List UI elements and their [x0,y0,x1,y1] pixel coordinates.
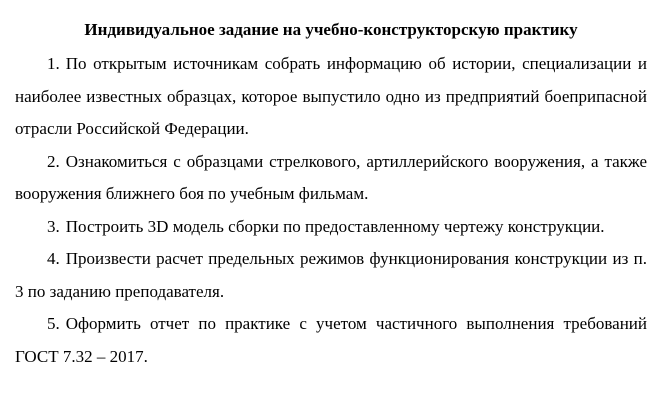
task-item [15,146,647,211]
task-item [15,243,647,308]
task-text: По открытым источникам собрать информацию об истории, специализации и наиболее известных образцах, которое выпустило одно из предприятий боеприпасной отрасли Российской Федерации. [15,54,647,138]
task-text: Построить 3D модель сборки по предоставленному чертежу конструкции. [65,216,605,236]
document-title: Индивидуальное задание на учебно-конструкторскую практику [84,20,578,39]
task-item [15,48,647,146]
task-number: 4. [47,249,60,268]
task-text: Ознакомиться с образцами стрелкового, артиллерийского вооружения, а также вооружения ближнего боя по учебным фильмам. [15,151,647,203]
task-list [15,48,647,373]
task-number: 1. [47,54,60,73]
document-page [15,18,647,373]
task-text: Произвести расчет предельных режимов функционирования конструкции из п. 3 по заданию преподавателя. [15,249,647,301]
task-number: 5. [47,314,60,333]
task-item [15,308,647,373]
task-text: Оформить отчет по практике с учетом частичного выполнения требований ГОСТ 7.32 – 2017. [15,314,647,366]
task-item [15,211,647,244]
task-number: 2. [47,151,60,171]
task-number: 3. [47,216,60,236]
